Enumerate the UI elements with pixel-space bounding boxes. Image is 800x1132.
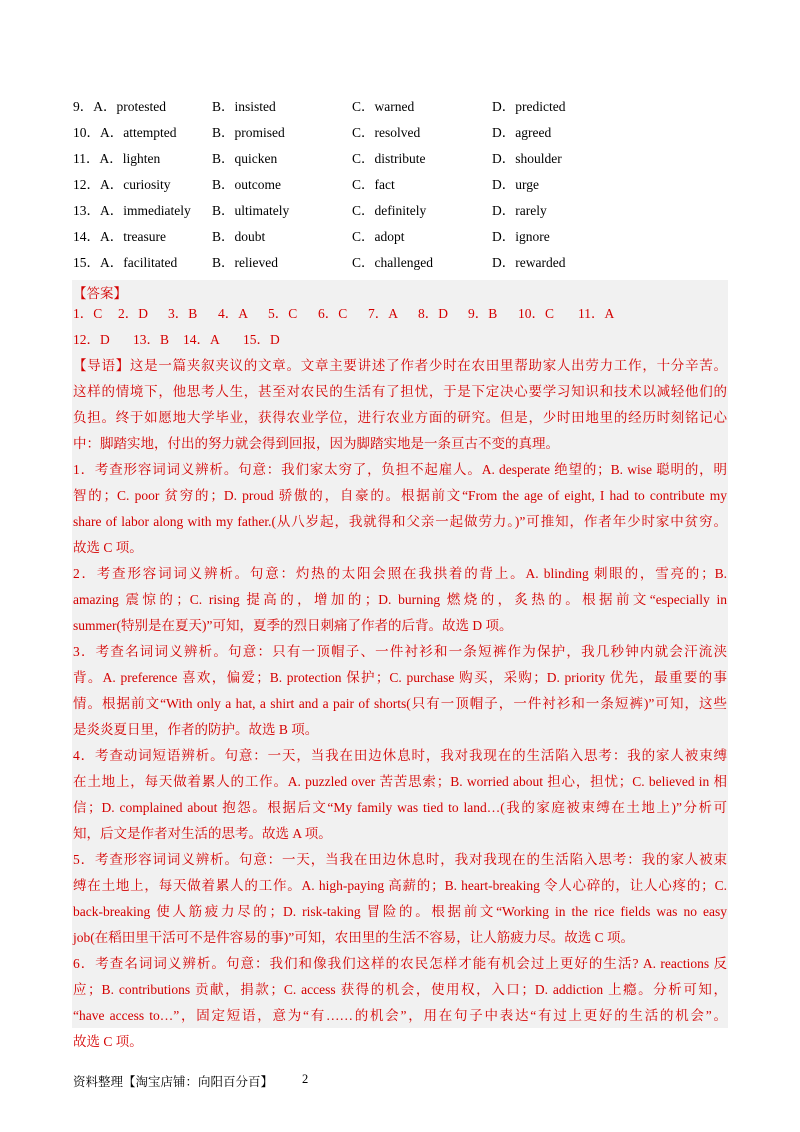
answer-analysis-block (72, 280, 728, 1049)
answer-item: 11．A (578, 306, 615, 321)
option-row (73, 144, 733, 170)
answer-item: 4．A (218, 306, 248, 321)
analysis-line: 情。根据前文“With only a hat, a shirt and a pair of shorts(只有一顶帽子，一件衬衫和一条短裤)”可知，这些 (73, 696, 727, 711)
option-cell: D．ignore (492, 229, 550, 244)
option-cell: B．insisted (212, 99, 276, 114)
option-cell: 12．A．curiosity (73, 177, 171, 192)
analysis-line: 4．考查动词短语辨析。句意：一天，当我在田边休息时，我对我现在的生活陷入思考：我的家人被束缚 (73, 748, 727, 763)
analysis-line: 故选 C 项。 (73, 1034, 143, 1049)
analysis-line: 3．考查名词词义辨析。句意：只有一顶帽子、一件衬衫和一条短裤作为保护，我几秒钟内就会汗流浃 (73, 644, 727, 659)
option-row (73, 170, 733, 196)
option-cell: B．quicken (212, 151, 278, 166)
answer-item: 5．C (268, 306, 298, 321)
answer-item: 9．B (468, 306, 498, 321)
answer-item: 1．C (73, 306, 103, 321)
answer-item: 10．C (518, 306, 555, 321)
option-cell: 11．A．lighten (73, 151, 161, 166)
option-cell: D．rarely (492, 203, 547, 218)
option-cell: C．fact (352, 177, 395, 192)
answer-key-row-2 (73, 328, 293, 348)
analysis-line: 2．考查形容词词义辨析。句意：灼热的太阳会照在我拱着的背上。A. blinding 刺眼的，雪亮的；B. (73, 566, 727, 581)
option-cell: B．ultimately (212, 203, 290, 218)
option-row (73, 222, 733, 248)
analysis-line: 智的；C. poor 贫穷的；D. proud 骄傲的，自豪的。根据前文“From the age of eight, I had to contribute my (73, 488, 727, 503)
analysis-line: 5．考查形容词词义辨析。句意：一天，当我在田边休息时，我对我现在的生活陷入思考：我的家人被束 (73, 852, 727, 867)
option-cell: B．promised (212, 125, 285, 140)
analysis-line: 信；D. complained about 抱怨。根据后文“My family was tied to land…(我的家庭被束缚在土地上)”分析可 (73, 800, 727, 815)
analysis-line: 1．考查形容词词义辨析。句意：我们家太穷了，负担不起雇人。A. desperate 绝望的；B. wise 聪明的，明 (73, 462, 727, 477)
option-cell: C．warned (352, 99, 415, 114)
analysis-line: amazing 震惊的；C. rising 提高的，增加的；D. burning 燃烧的，炙热的。根据前文“especially in (73, 592, 727, 607)
answer-item: 14．A (183, 332, 220, 347)
option-cell: B．relieved (212, 255, 278, 270)
option-cell: 9．A．protested (73, 99, 166, 114)
option-row (73, 196, 733, 222)
option-cell: 13．A．immediately (73, 203, 191, 218)
option-cell: C．definitely (352, 203, 427, 218)
analysis-line: 是炎炎夏日里，作者的防护。故选 B 项。 (73, 722, 319, 737)
option-cell: C．adopt (352, 229, 405, 244)
option-cell: C．distribute (352, 151, 426, 166)
footer-source: 资料整理【淘宝店铺：向阳百分百】 (73, 1075, 274, 1089)
option-cell: 15．A．facilitated (73, 255, 178, 270)
option-cell: D．urge (492, 177, 539, 192)
analysis-line: 中：脚踏实地，付出的努力就会得到回报，因为脚踏实地是一条亘古不变的真理。 (73, 436, 559, 451)
analysis-line: 故选 C 项。 (73, 540, 143, 555)
options-table (73, 92, 733, 274)
analysis-line: “have access to…”，固定短语，意为“有……的机会”，用在句子中表达“有过上更好的生活的机会”。 (73, 1008, 727, 1023)
option-cell: 10．A．attempted (73, 125, 177, 140)
option-cell: D．agreed (492, 125, 552, 140)
option-row (73, 92, 733, 118)
option-row (73, 118, 733, 144)
analysis-line: 负担。终于如愿地大学毕业，获得农业学位，进行农业方面的研究。但是，少时田地里的经历时刻铭记心 (73, 410, 727, 425)
analysis-line: summer(特别是在夏天)”可知，夏季的烈日刺痛了作者的后背。故选 D 项。 (73, 618, 513, 633)
page-number: 2 (302, 1072, 309, 1086)
analysis-line: 【导语】这是一篇夹叙夹议的文章。文章主要讲述了作者少时在农田里帮助家人出劳力工作，十分辛苦。 (73, 358, 727, 373)
option-cell: C．challenged (352, 255, 433, 270)
answer-item: 7．A (368, 306, 398, 321)
option-cell: B．doubt (212, 229, 266, 244)
analysis-line: job(在稻田里干活可不是件容易的事)”可知，农田里的生活不容易，让人筋疲力尽。故选 C 项。 (73, 930, 634, 945)
answer-item: 13．B (133, 332, 170, 347)
answer-key-row-1 (73, 302, 628, 322)
analysis-line: 应；B. contributions 贡献，捐款；C. access 获得的机会，使用权，入口；D. addiction 上瘾。分析可知， (73, 982, 727, 997)
analysis-line: back-breaking 使人筋疲力尽的；D. risk-taking 冒险的。根据前文“Working in the rice fields was no easy (73, 904, 727, 919)
answer-item: 15．D (243, 332, 280, 347)
option-cell: C．resolved (352, 125, 421, 140)
option-cell: D．rewarded (492, 255, 566, 270)
answer-item: 8．D (418, 306, 448, 321)
option-cell: D．predicted (492, 99, 566, 114)
analysis-line: 知，后文是作者对生活的思考。故选 A 项。 (73, 826, 332, 841)
analysis-line: 这样的情境下，他思考人生，甚至对农民的生活有了担忧，于是下定决心要学习知识和技术以减轻他们的 (73, 384, 727, 399)
answer-item: 3．B (168, 306, 198, 321)
answer-item: 2．D (118, 306, 148, 321)
option-cell: B．outcome (212, 177, 281, 192)
option-row (73, 248, 733, 274)
analysis-line: share of labor along with my father.(从八岁起，我就得和父亲一起做劳力。)”可推知，作者年少时家中贫穷。 (73, 514, 727, 529)
analysis-line: 背。A. preference 喜欢，偏爱；B. protection 保护；C. purchase 购买，采购；D. priority 优先，最重要的事 (73, 670, 727, 685)
option-cell: 14．A．treasure (73, 229, 166, 244)
answer-item: 12．D (73, 332, 110, 347)
answer-header: 【答案】 (73, 286, 127, 301)
option-cell: D．shoulder (492, 151, 562, 166)
analysis-line: 在土地上，每天做着累人的工作。A. puzzled over 苦苦思索；B. worried about 担心，担忧；C. believed in 相 (73, 774, 727, 789)
answer-item: 6．C (318, 306, 348, 321)
analysis-line: 缚在土地上，每天做着累人的工作。A. high-paying 高薪的；B. heart-breaking 令人心碎的，让人心疼的；C. (73, 878, 727, 893)
analysis-line: 6．考查名词词义辨析。句意：我们和像我们这样的农民怎样才能有机会过上更好的生活? A. reactions 反 (73, 956, 727, 971)
